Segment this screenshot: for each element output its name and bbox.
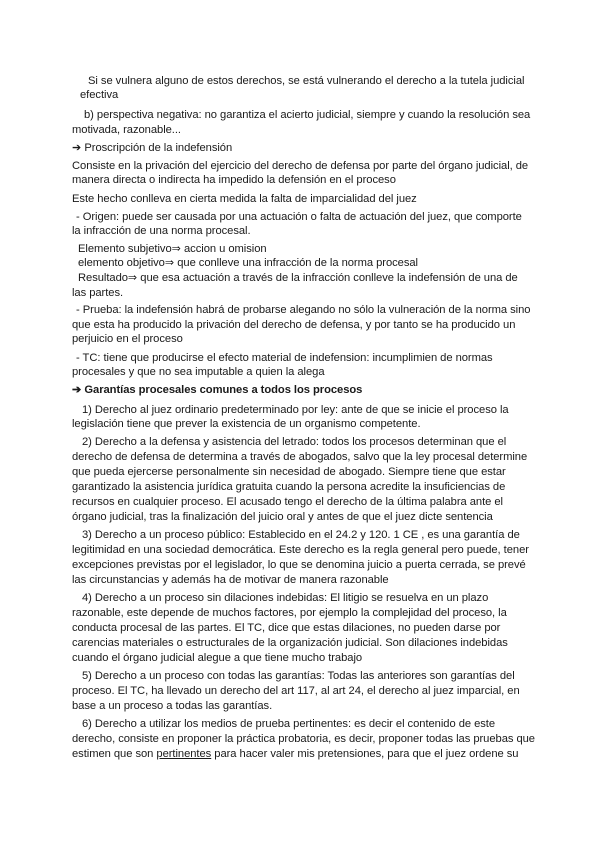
text-line: que esta ha producido la privación del derecho de defensa, y por tanto se ha producido un	[72, 319, 516, 331]
text-line: - Prueba: la indefensión habrá de probarse alegando no sólo la vulneración de la norma sino	[76, 304, 531, 316]
text-line: 3) Derecho a un proceso público: Establecido en el 24.2 y 120. 1 CE , es una garantía de	[82, 529, 520, 541]
section-heading: ➔ Garantías procesales comunes a todos los procesos	[72, 384, 363, 396]
text-line: derecho, consiste en proponer la práctica probatoria, es decir, proponer todas las pruebas que	[72, 733, 535, 745]
text-line: Este hecho conlleva en cierta medida la falta de imparcialidad del juez	[72, 193, 417, 205]
text-line: conducta procesal de las partes. El TC, dice que estas dilaciones, no pueden darse por	[72, 622, 501, 634]
text-line: 6) Derecho a utilizar los medios de prueba pertinentes: es decir el contenido de este	[82, 718, 496, 730]
text-line: proceso. El TC, ha llevado un derecho del art 117, al art 24, el derecho al juez imparcial, en	[72, 685, 520, 697]
text-line: 4) Derecho a un proceso sin dilaciones indebidas: El litigio se resuelva en un plazo	[82, 592, 489, 604]
text-line: que pueda ejercerse personalmente sin necesidad de abogado. Siempre tiene que estar	[72, 466, 506, 478]
text-fragment: para hacer valer mis pretensiones, para que el juez ordene su	[211, 748, 519, 760]
text-line: derecho de defensa de determina a través de abogados, salvo que la ley procesal determine	[72, 451, 528, 463]
text-line: - Origen: puede ser causada por una actuación o falta de actuación del juez, que comporte	[76, 211, 522, 223]
text-line: razonable, este depende de muchos factores, por ejemplo la complejidad del proceso, la	[72, 607, 507, 619]
text-line: las partes.	[72, 287, 124, 299]
text-line: órgano judicial, tras la finalización del juicio oral y antes de que el juez dicte sentencia	[72, 511, 493, 523]
text-line: legislación tiene que prever la existencia de un organismo competente.	[72, 418, 421, 430]
text-line: efectiva	[80, 89, 119, 101]
text-line: perjuicio en el proceso	[72, 333, 183, 345]
text-line: Elemento subjetivo⇒ accion u omision	[78, 243, 267, 255]
text-line: - TC: tiene que producirse el efecto material de indefension: incumplimien de normas	[76, 352, 493, 364]
text-line: carencias materiales o estructurales de la organización judicial. Son dilaciones indebidas	[72, 637, 508, 649]
text-line-last	[72, 747, 518, 761]
text-line: 2) Derecho a la defensa y asistencia del letrado: todos los procesos determinan que el	[82, 436, 507, 448]
text-line: legitimidad en una sociedad democrática. Este derecho es la regla general pero puede, tener	[72, 544, 529, 556]
text-line: elemento objetivo⇒ que conlleve una infracción de la norma procesal	[78, 257, 418, 269]
text-line: procesales y que no sea imputable a quien la alega	[72, 366, 325, 378]
text-line: cuando el órgano judicial alegue a que tiene mucho trabajo	[72, 652, 363, 664]
text-line: excepciones previstas por el legislador, lo que se denomina juicio a puerta cerrada, se prevé	[72, 559, 526, 571]
text-line: la infracción de una norma procesal.	[72, 225, 251, 237]
text-fragment: estimen que son	[72, 748, 154, 760]
text-line: b) perspectiva negativa: no garantiza el acierto judicial, siempre y cuando la resolución sea	[84, 109, 531, 121]
underlined-word: pertinentes	[156, 748, 212, 760]
text-line: manera directa o indirecta ha impedido la defensión en el proceso	[72, 174, 396, 186]
text-line: 1) Derecho al juez ordinario predeterminado por ley: ante de que se inicie el proceso la	[82, 404, 509, 416]
section-heading: ➔ Proscripción de la indefensión	[72, 142, 233, 154]
text-line: Si se vulnera alguno de estos derechos, se está vulnerando el derecho a la tutela judicial	[88, 75, 525, 87]
text-line: 5) Derecho a un proceso con todas las garantías: Todas las anteriores son garantías del	[82, 670, 515, 682]
text-line: recursos en cualquier proceso. El acusado tengo el derecho de la última palabra ante el	[72, 496, 503, 508]
text-line: las circunstancias y además ha de motivar de manera razonable	[72, 574, 389, 586]
text-line: garantizado la asistencia jurídica gratuita cuando la persona acredite la insuficiencias de	[72, 481, 506, 493]
text-line: base a un proceso a todas las garantías.	[72, 700, 273, 712]
text-line: motivada, razonable...	[72, 124, 181, 136]
text-line: Consiste en la privación del ejercicio del derecho de defensa por parte del órgano judicial, de	[72, 160, 529, 172]
text-line: Resultado⇒ que esa actuación a través de la infracción conlleve la indefensión de una de	[78, 272, 518, 284]
